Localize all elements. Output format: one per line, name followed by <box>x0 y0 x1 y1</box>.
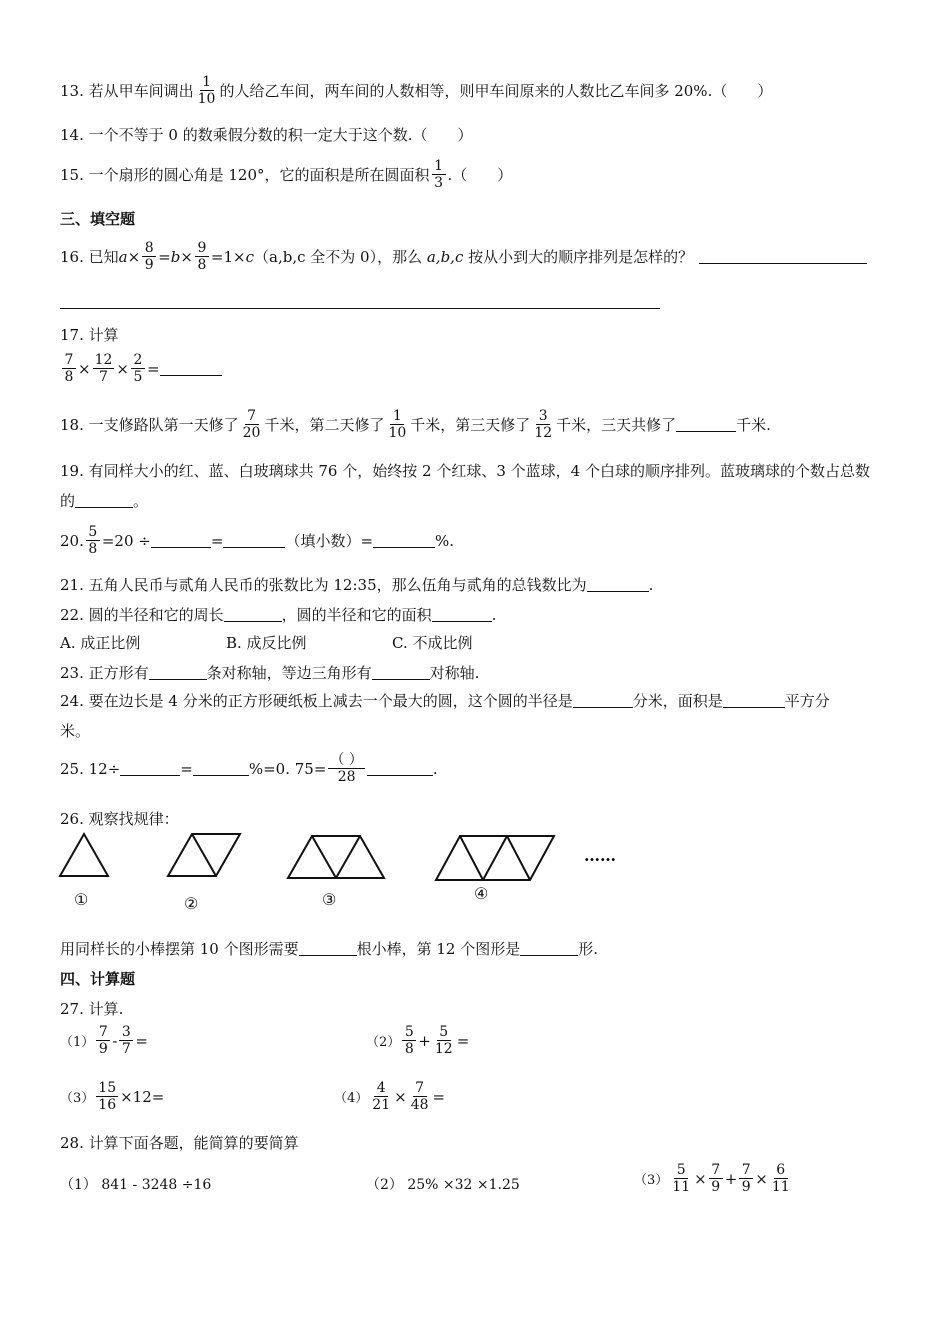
question-14: 14. 一个不等于 0 的数乘假分数的积一定大于这个数.（ ） <box>60 126 473 144</box>
question-23: 23. 正方形有 条对称轴，等边三角形有 对称轴. <box>60 664 480 682</box>
q16-answer-line[interactable] <box>60 308 660 309</box>
section-3-heading: 三、填空题 <box>60 210 136 228</box>
q23-blank-1[interactable] <box>149 665 207 680</box>
question-17-title: 17. 计算 <box>60 326 119 344</box>
q25-fraction: $\frac{( )}{28}$ <box>330 752 363 786</box>
q27-item-4: （4） $\frac{4}{21}$ × $\frac{7}{48}$ = <box>334 1080 446 1114</box>
q15-fraction: $\frac{1}{3}$ <box>432 158 446 191</box>
question-18: 18. 一支修路队第一天修了 $\frac{7}{20}$ 千米，第二天修了 $\frac{1}{10}$ 千米，第三天修了 $\frac{3}{12}$ 千米，三天共修了 千米. <box>60 408 771 442</box>
figure-1-label: ① <box>74 890 89 909</box>
q28-item-3: （3） $\frac{5}{11}$ × $\frac{7}{9}$ + $\frac{7}{9}$ × $\frac{6}{11}$ <box>634 1162 790 1196</box>
figure-2-label: ② <box>184 894 199 913</box>
q22-option-b[interactable]: B. 成反比例 <box>226 634 307 652</box>
q24-blank-1[interactable] <box>573 693 633 708</box>
q28-item-1: （1） 841 - 3248 ÷16 <box>60 1177 212 1193</box>
figure-3-label: ③ <box>322 890 337 909</box>
figure-4-label: ④ <box>474 884 489 903</box>
question-16: 16. 已知 a × $\frac{8}{9}$ = b × $\frac{9}{8}$ =1× c （a,b,c 全不为 0），那么 a,b,c 按从小到大的顺序排列是怎样的？ <box>60 240 867 273</box>
question-15: 15. 一个扇形的圆心角是 120°，它的面积是所在圆面积 $\frac{1}{3}$ .（ ） <box>60 158 513 192</box>
q26-blank-2[interactable] <box>520 941 578 956</box>
question-27-title: 27. 计算. <box>60 1000 124 1018</box>
q20-blank-3[interactable] <box>373 533 435 548</box>
question-25: 25. 12÷ = %=0. 75= $\frac{( )}{28}$ . <box>60 752 438 786</box>
question-24: 24. 要在边长是 4 分米的正方形硬纸板上减去一个最大的圆，这个圆的半径是 分米，面积是 平方分 <box>60 692 830 710</box>
figure-1-triangle <box>60 834 108 876</box>
question-26-prompt: 用同样长的小棒摆第 10 个图形需要 根小棒，第 12 个图形是 形. <box>60 940 599 958</box>
q28-item-2: （2） 25% ×32 ×1.25 <box>366 1177 520 1193</box>
continuation-dots: …… <box>584 846 616 865</box>
q27-item-1: （1） $\frac{7}{9}$ - $\frac{3}{7}$ = <box>60 1024 148 1058</box>
q23-blank-2[interactable] <box>372 665 430 680</box>
q27-item-3: （3） $\frac{15}{16}$ ×12= <box>60 1080 165 1114</box>
figure-3-trapezoid <box>288 836 384 878</box>
q22-option-a[interactable]: A. 成正比例 <box>60 634 141 652</box>
question-13 <box>60 74 772 107</box>
q22-option-c[interactable]: C. 不成比例 <box>392 634 473 652</box>
q20-blank-2[interactable] <box>223 533 285 548</box>
q21-answer-blank[interactable] <box>587 577 649 592</box>
q20-blank-1[interactable] <box>151 533 211 548</box>
q13-fraction: $\frac{1}{10}$ <box>197 74 216 108</box>
q25-blank-3[interactable] <box>367 761 433 776</box>
question-19-line2: 的 。 <box>60 492 149 510</box>
section-4-heading: 四、计算题 <box>60 970 136 988</box>
q13-text-after: 的人给乙车间，两车间的人数相等，则甲车间原来的人数比乙车间多 20%.（ ） <box>219 82 773 101</box>
q25-blank-2[interactable] <box>193 761 249 776</box>
q26-blank-1[interactable] <box>299 941 357 956</box>
q17-answer-blank[interactable] <box>160 361 222 376</box>
q16-answer-blank[interactable] <box>699 249 867 264</box>
question-24-line2: 米。 <box>60 722 91 740</box>
question-21: 21. 五角人民币与贰角人民币的张数比为 12:35，那么伍角与贰角的总钱数比为 . <box>60 575 654 594</box>
question-17-expression: $\frac{7}{8}$ × $\frac{12}{7}$ × $\frac{2}{5}$ = <box>60 352 222 385</box>
q24-blank-2[interactable] <box>723 693 785 708</box>
q22-blank-1[interactable] <box>224 607 282 622</box>
q27-item-2: （2） $\frac{5}{8}$ + $\frac{5}{12}$ = <box>366 1024 470 1058</box>
q19-answer-blank[interactable] <box>75 493 133 508</box>
question-20: 20. $\frac{5}{8}$ =20 ÷ = （填小数）= %. <box>60 524 455 558</box>
question-26-title: 26. 观察找规律： <box>60 810 179 828</box>
q25-blank-1[interactable] <box>120 761 180 776</box>
q22-blank-2[interactable] <box>432 607 492 622</box>
question-28-title: 28. 计算下面各题，能简算的要简算 <box>60 1134 299 1152</box>
question-19-line1: 19. 有同样大小的红、蓝、白玻璃球共 76 个，始终按 2 个红球、3 个蓝球，4 个白球的顺序排列。蓝玻璃球的个数占总数 <box>60 462 870 480</box>
question-22: 22. 圆的半径和它的周长 ，圆的半径和它的面积 . <box>60 605 497 624</box>
q13-text: 13. 若从甲车间调出 <box>60 82 194 101</box>
q18-answer-blank[interactable] <box>676 417 736 432</box>
